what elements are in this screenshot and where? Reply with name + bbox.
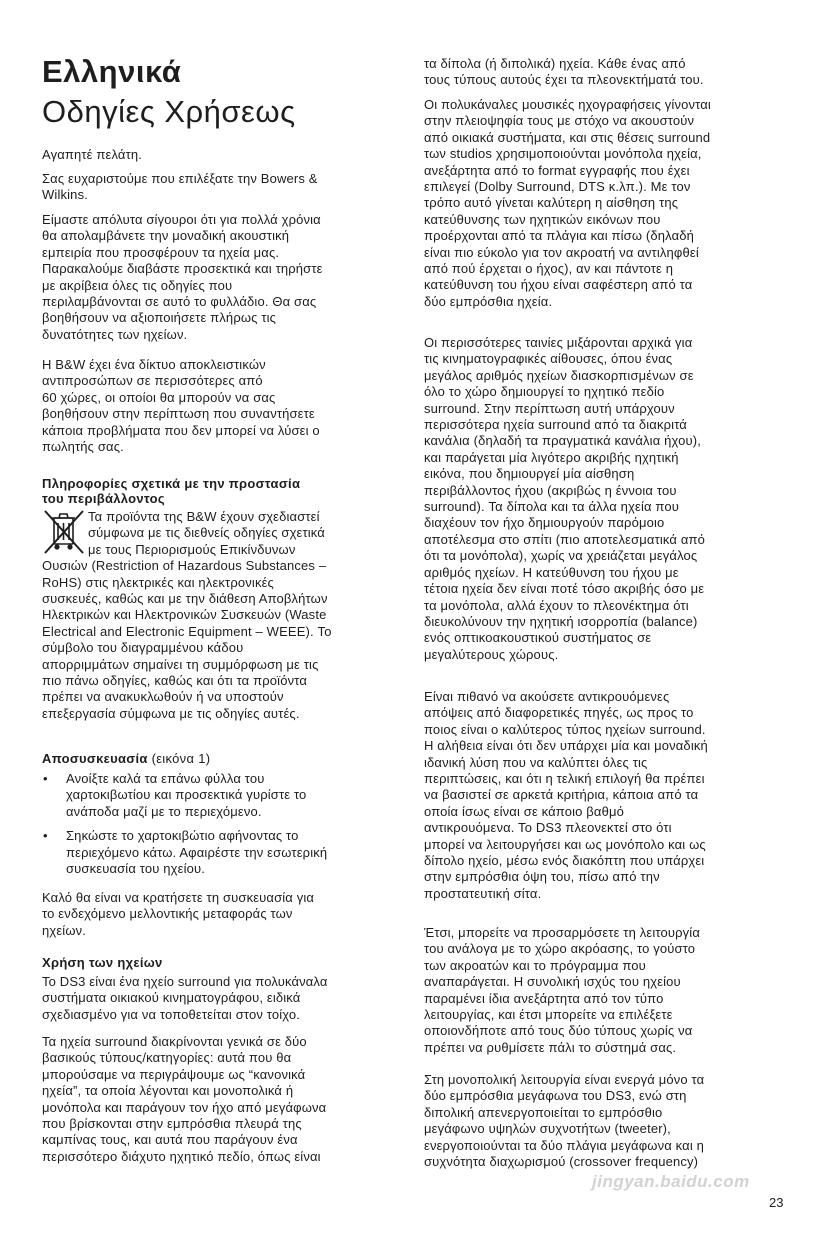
text-line: χαρτοκιβωτίου και προσεκτικά γυρίστε το bbox=[66, 787, 307, 803]
text-line: των ακροατών και το πρόγραμμα που bbox=[424, 957, 646, 973]
text-line: αριθμός ηχείων. Η κατεύθυνση του ήχου με bbox=[424, 564, 679, 580]
text-line: από οικιακά συστήματα, και στις θέσεις surround bbox=[424, 129, 711, 145]
use-paragraph-1 bbox=[42, 974, 396, 1023]
text-line: επεξεργασία σύμφωνα με τις οδηγίες αυτές. bbox=[42, 705, 300, 721]
text-line: σχεδιασμένο για να τοποθετείται στον τοίχο. bbox=[42, 1006, 301, 1022]
use-paragraph-2 bbox=[42, 1034, 396, 1165]
text-line: μεγαλύτερους χώρους. bbox=[424, 646, 559, 662]
speaker-use-heading: Χρήση των ηχείων bbox=[42, 955, 163, 970]
text-line: δύο εμπρόσθια μεγάφωνα του DS3, ενώ στη bbox=[424, 1088, 687, 1104]
text-line: περισσότερα ηχεία surround από τα διακριτά bbox=[424, 417, 687, 433]
text-line: συσκευασία του ηχείου. bbox=[66, 861, 206, 877]
text-line: στην εμπρόσθια όψη του, πίσω από την bbox=[424, 869, 660, 885]
text-line: διευκολύνουν την ηχητική ισορροπία (balance) bbox=[424, 613, 698, 629]
text-line: που βρίσκονται στην εμπρόσθια πλευρά της bbox=[42, 1116, 302, 1132]
text-line: Τα προϊόντα της B&W έχουν σχεδιαστεί bbox=[88, 509, 320, 524]
text-line: Είμαστε απόλυτα σίγουροι ότι για πολλά χρόνια bbox=[42, 212, 321, 227]
text-line: δίπολο ηχείο, μέσω ενός διακόπτη που υπάρχει bbox=[424, 853, 705, 869]
text-line: μεγάφωνο υψηλών συχνοτήτων (tweeter), bbox=[424, 1121, 671, 1137]
text-line: ανάποδα μαζί με το περιεχόμενο. bbox=[66, 803, 262, 819]
greeting: Αγαπητέ πελάτη. bbox=[42, 147, 143, 162]
text-line: τέτοια ηχεία δεν είναι ποτέ τόσο ακριβής όσο με bbox=[424, 581, 705, 597]
list-item bbox=[42, 771, 396, 820]
text-line: παραμένει ίδια ανεξάρτητα από τον τύπο bbox=[424, 990, 664, 1006]
text-line: Ανοίξτε καλά τα επάνω φύλλα του bbox=[66, 771, 265, 786]
heading-line: του περιβάλλοντος bbox=[42, 491, 165, 506]
text-line: πιο πάνω οδηγίες, καθώς και ότι τα προϊόντα bbox=[42, 673, 307, 689]
text-line: τους τύπους αυτούς έχει τα πλεονεκτήματά του. bbox=[424, 72, 704, 88]
keep-packaging-paragraph bbox=[42, 890, 396, 939]
intro-paragraph bbox=[42, 212, 396, 343]
text-line: περιβάλλοντος ήχου (ακριβώς η έννοια του bbox=[424, 482, 677, 498]
text-line: περισσότερο διάχυτο ηχητικό πεδίο, όπως είναι bbox=[42, 1148, 321, 1164]
text-line: τα δίπολα (ή διπολικά) ηχεία. Κάθε ένας από bbox=[424, 56, 686, 71]
bullet-icon: • bbox=[43, 771, 48, 786]
crossed-out-wheelie-bin-icon bbox=[42, 509, 86, 555]
text-line: θα απολαμβάνετε την μοναδική ακουστική bbox=[42, 228, 290, 244]
text-line: δύο εμπρόσθια ηχεία. bbox=[424, 293, 553, 309]
text-line: βοηθήσουν να αξιοποιήσετε πλήρως τις bbox=[42, 310, 277, 326]
text-line: ιδανική λύση που να καλύπτει όλες τις bbox=[424, 754, 648, 770]
text-line: κατεύθυνση του ήχου είναι σαφέστερη από τα bbox=[424, 277, 693, 293]
text-line: ότι τα μονόπολα), χωρίς να χρειάζεται μεγάλος bbox=[424, 548, 698, 564]
text-line: Ηλεκτρικών και Ηλεκτρονικών Συσκευών (Waste bbox=[42, 607, 327, 623]
text-line: ηχείων. bbox=[42, 922, 87, 938]
text-line: διπολική απενεργοποιείται το εμπρόσθιο bbox=[424, 1104, 663, 1120]
text-line: Καλό θα είναι να κρατήσετε τη συσκευασία για bbox=[42, 890, 315, 905]
paragraph bbox=[424, 689, 785, 902]
text-line: με ακρίβεια όλες τις οδηγίες που bbox=[42, 277, 233, 293]
text-line: πρέπει να ανακυκλωθούν ή να υποστούν bbox=[42, 689, 284, 705]
text-line: τρόπο αυτό γίνεται καλύτερη η αίσθηση της bbox=[424, 195, 679, 211]
text-line: Electrical and Electronic Equipment – WEEE). Το bbox=[42, 623, 332, 639]
text-line: του ανάλογα με το χώρο ακρόασης, το γούστο bbox=[424, 941, 696, 957]
text-line: Οι περισσότερες ταινίες μιξάρονται αρχικά για bbox=[424, 335, 693, 350]
text-line: Τα ηχεία surround διακρίνονται γενικά σε δύο bbox=[42, 1034, 307, 1049]
text-line: Στη μονοπολική λειτουργία είναι ενεργά μόνο τα bbox=[424, 1072, 705, 1087]
heading-line: Πληροφορίες σχετικά με την προστασία bbox=[42, 476, 301, 491]
text-line: οποία ίσως είναι σε κάποιο βαθμό bbox=[424, 803, 624, 819]
list-item bbox=[42, 828, 396, 877]
text-line: Σας ευχαριστούμε που επιλέξατε την Bowers & bbox=[42, 171, 318, 186]
text-line: ποιος είναι ο καλύτερος τύπος ηχείων surround. bbox=[424, 721, 706, 737]
text-line: μπορούσαμε να περιγράψουμε ως “κανονικά bbox=[42, 1066, 306, 1082]
text-line: ηχεία”, τα οποία λέγονται και μονοπολικά ή bbox=[42, 1083, 294, 1099]
paragraph bbox=[424, 97, 785, 310]
text-line: Οι πολυκάναλες μουσικές ηχογραφήσεις γίνονται bbox=[424, 97, 711, 112]
text-line: απορριμμάτων σημαίνει τη συμμόρφωση με τις bbox=[42, 656, 319, 672]
text-line: Παρακαλούμε διαβάστε προσεκτικά και τηρήστε bbox=[42, 261, 323, 277]
text-line: να βασιστεί σε αρκετά κριτήρια, κάποια από τα bbox=[424, 787, 699, 803]
text-line: μπορεί να λειτουργήσει και ως μονόπολο και ως bbox=[424, 836, 706, 852]
text-line: στην πλειοψηφία τους με στόχο να ακουστούν bbox=[424, 113, 695, 129]
text-line: περιπτώσεις, και ότι η τελική επιλογή θα πρέπει bbox=[424, 771, 705, 787]
paragraph bbox=[424, 56, 785, 89]
text-line: περιεχόμενο κάτω. Αφαιρέστε την εσωτερική bbox=[66, 844, 328, 860]
text-line: ενεργοποιούνται τα δύο πλάγια μεγάφωνα και η bbox=[424, 1137, 705, 1153]
text-line: επιλεγεί (Dolby Surround, DTS κ.λπ.). Με τον bbox=[424, 179, 691, 195]
text-line: αναπαράγεται. Η συνολική ισχύς του ηχείου bbox=[424, 974, 681, 990]
text-line: το ενδεχόμενο μελλοντικής μεταφοράς των bbox=[42, 906, 293, 922]
text-line: κανάλια (δηλαδή τα πραγματικά κανάλια ήχου), bbox=[424, 433, 702, 449]
text-line: κάποια προβλήματα που δεν μπορεί να λύσει ο bbox=[42, 422, 320, 438]
text-line: προστατευτική σίτα. bbox=[424, 885, 542, 901]
text-line: τις κινηματογραφικές αίθουσες, όπου ένας bbox=[424, 351, 673, 367]
text-line: surround). Τα δίπολα και τα άλλα ηχεία που bbox=[424, 499, 679, 515]
text-line: Έτσι, μπορείτε να προσαρμόσετε τη λειτουργία bbox=[424, 925, 700, 940]
text-line: βοηθήσουν στην περίπτωση που συναντήσετε bbox=[42, 406, 315, 422]
text-line: βασικούς τύπους/κατηγορίες: αυτά που θα bbox=[42, 1050, 292, 1066]
text-line: συσκευές, καθώς και με την διάθεση Αποβλήτων bbox=[42, 591, 328, 607]
text-line: των studios χρησιμοποιούνται μονόπολα ηχεία, bbox=[424, 146, 702, 162]
unpacking-steps bbox=[42, 771, 396, 877]
text-line: μεγάλος αριθμός ηχείων διασκορπισμένων σε bbox=[424, 367, 694, 383]
text-line: RoHS) στις ηλεκτρικές και ηλεκτρονικές bbox=[42, 574, 274, 590]
network-paragraph bbox=[42, 357, 396, 455]
paragraph bbox=[424, 925, 785, 1056]
text-line: καμπίνας τους, και αυτά που παράγουν ένα bbox=[42, 1132, 298, 1148]
page-title: Οδηγίες Χρήσεως bbox=[42, 94, 296, 129]
text-line: ενός οπτικοακουστικού συστήματος σε bbox=[424, 630, 652, 646]
bullet-icon: • bbox=[43, 828, 48, 844]
text-line: προέρχονται από τα πλάγια και πίσω (δηλαδή bbox=[424, 228, 695, 244]
text-line: με τους Περιορισμούς Επικίνδυνων bbox=[88, 541, 296, 557]
text-line: Wilkins. bbox=[42, 187, 88, 203]
environment-paragraph bbox=[42, 509, 396, 722]
environment-heading bbox=[42, 476, 396, 506]
text-line: από πού έρχεται ο ήχος), αν και πάντοτε η bbox=[424, 261, 674, 277]
text-line: αντιπροσώπων σε περισσότερες από bbox=[42, 373, 263, 389]
text-line: εμπειρία που προσφέρουν τα ηχεία μας. bbox=[42, 244, 280, 260]
text-line: Το DS3 είναι ένα ηχείο surround για πολυκάναλα bbox=[42, 974, 328, 989]
text-line: surround. Στην περίπτωση αυτή υπάρχουν bbox=[424, 400, 675, 416]
watermark: jingyan.baidu.com bbox=[592, 1172, 750, 1191]
text-line: αποτέλεσμα στο σπίτι (πιο αποτελεσματικά από bbox=[424, 531, 705, 547]
text-line: πωλητής σας. bbox=[42, 439, 124, 455]
text-line: ανεξάρτητα από το format εγγραφής που έχει bbox=[424, 162, 690, 178]
text-line: 60 χώρες, οι οποίοι θα μπορούν να σας bbox=[42, 389, 276, 405]
text-line: οποιονδήποτε από τους δύο τύπους χωρίς να bbox=[424, 1023, 693, 1039]
heading-text: Αποσυσκευασία bbox=[42, 751, 148, 766]
text-line: πρέπει να ρυθμίσετε πάλι το σύστημά σας. bbox=[424, 1039, 677, 1055]
text-line: Η B&W έχει ένα δίκτυο αποκλειστικών bbox=[42, 357, 266, 372]
unpacking-heading bbox=[42, 751, 396, 766]
text-line: απόψεις από διαφορετικές πηγές, ως προς το bbox=[424, 705, 694, 721]
text-line: αντικρουόμενα. Το DS3 πλεονεκτεί στο ότι bbox=[424, 820, 672, 836]
text-line: μονόπολα και παράγουν τον ήχο από μεγάφωνα bbox=[42, 1099, 327, 1115]
text-line: και παράγεται μία λιγότερο ακριβής ηχητική bbox=[424, 449, 679, 465]
text-line: είναι πιο εύκολο για τον ακροατή να αντιληφθεί bbox=[424, 244, 699, 260]
text-line: περιλαμβάνονται σε αυτό το φυλλάδιο. Θα σας bbox=[42, 294, 317, 310]
text-line: Είναι πιθανό να ακούσετε αντικρουόμενες bbox=[424, 689, 670, 704]
text-line: Η αλήθεια είναι ότι δεν υπάρχει μία και μοναδική bbox=[424, 738, 708, 754]
text-line: διαχέουν τον ήχο δημιουργούν παρόμοιο bbox=[424, 515, 665, 531]
text-line: συχνότητα διαχωρισμού (crossover frequency) bbox=[424, 1154, 699, 1170]
paragraph bbox=[424, 335, 785, 663]
text-line: εικόνα, που δημιουργεί μία αίσθηση bbox=[424, 466, 635, 482]
text-line: σύμβολο του διαγραμμένου κάδου bbox=[42, 640, 244, 656]
text-line: σύμφωνα με τις διεθνείς οδηγίες σχετικά bbox=[88, 525, 325, 541]
figure-reference: (εικόνα 1) bbox=[151, 751, 211, 766]
text-line: λειτουργίας, και έτσι μπορείτε να επιλέξετε bbox=[424, 1007, 673, 1023]
text-line: συστήματα οικιακού κινηματογράφου, ειδικά bbox=[42, 990, 301, 1006]
page-number: 23 bbox=[769, 1195, 784, 1210]
thanks-paragraph bbox=[42, 171, 396, 204]
paragraph bbox=[424, 1072, 785, 1170]
text-line: κατεύθυνσης των ηχητικών εικόνων που bbox=[424, 211, 661, 227]
text-line: τα μονόπολα, αλλά έχουν το πλεονέκτημα ότι bbox=[424, 597, 689, 613]
text-line: δυνατότητες των ηχείων. bbox=[42, 326, 188, 342]
text-line: Ουσιών (Restriction of Hazardous Substances – bbox=[42, 558, 327, 574]
text-line: όλο το χώρο δημιουργεί το ηχητικό πεδίο bbox=[424, 384, 665, 400]
text-line: Σηκώστε το χαρτοκιβώτιο αφήνοντας το bbox=[66, 828, 299, 844]
language-title: Ελληνικά bbox=[42, 54, 182, 89]
